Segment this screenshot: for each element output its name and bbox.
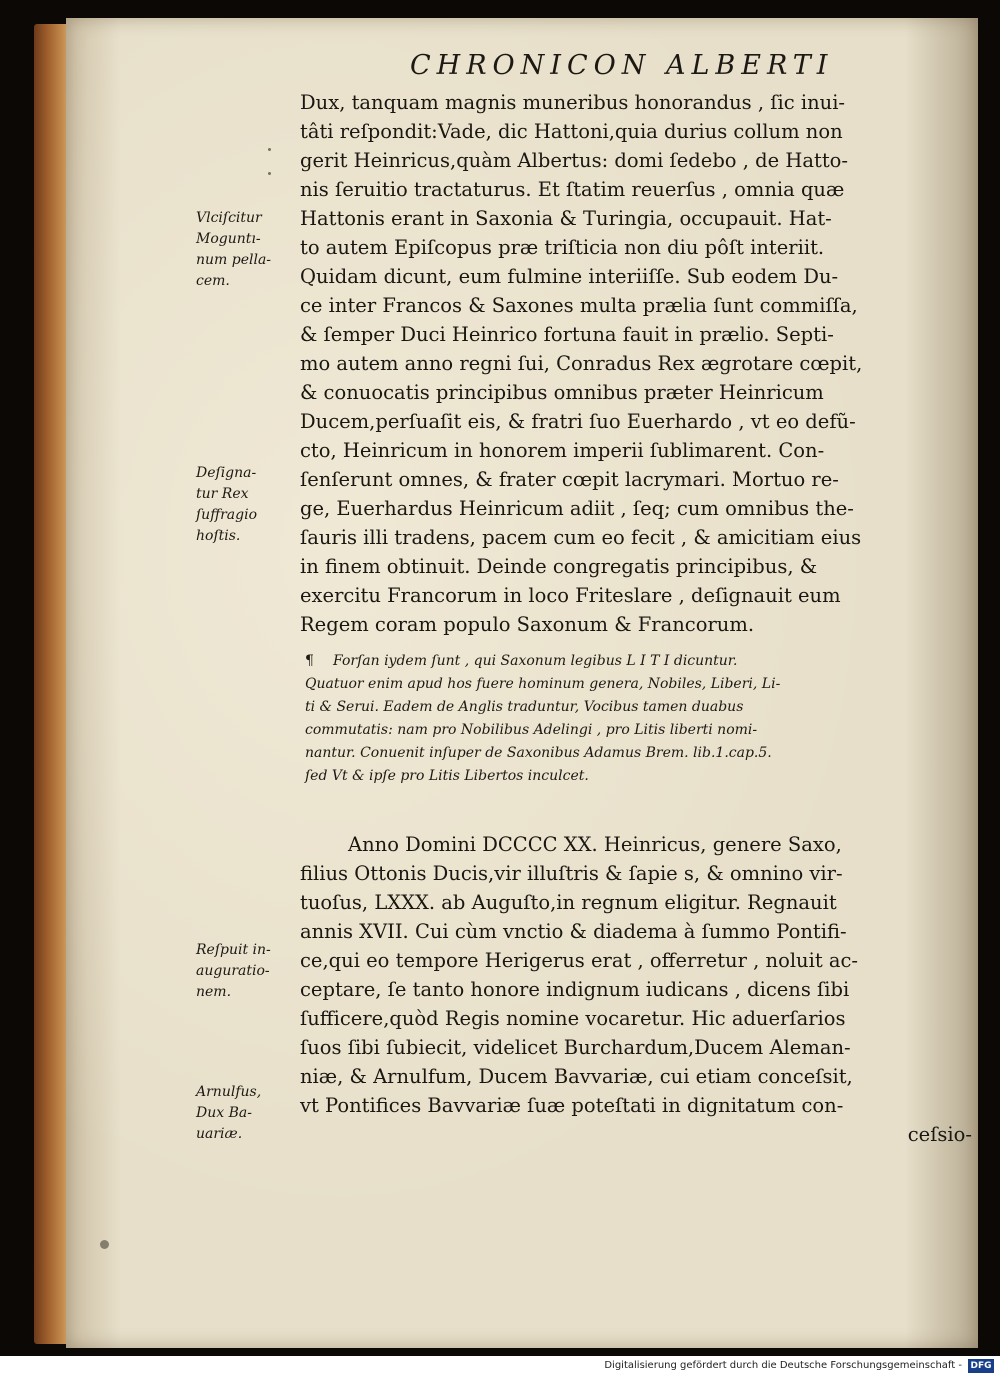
note-line: ti & Serui. Eadem de Anglis traduntur, Vocibus tamen duabus: [305, 699, 744, 715]
funding-credit: Digitalisierung gefördert durch die Deutsche Forschungsgemeinschaft -: [604, 1360, 962, 1371]
dfg-logo: DFG: [968, 1359, 994, 1373]
text-line: to autem Epiſcopus præ triſticia non diu pôſt interiit.: [300, 236, 825, 259]
text-line: cto, Heinricum in honorem imperii ſublimarent. Con-: [300, 439, 825, 462]
text-line: exercitu Francorum in loco Friteslare , deſignauit eum: [300, 584, 841, 607]
text-line: Dux, tanquam magnis muneribus honorandus , ſic inui-: [300, 91, 846, 114]
text-line: ge, Euerhardus Heinricum adiit , ſeq; cum omnibus the-: [300, 497, 854, 520]
marginal-line: hoſtis.: [196, 528, 241, 544]
marginal-line: ſuffragio: [196, 507, 258, 523]
text-line: & ſemper Duci Heinrico fortuna fauit in prælio. Septi-: [300, 323, 834, 346]
text-line: filius Ottonis Ducis,vir illuſtris & ſapie s, & omnino vir-: [300, 862, 843, 885]
note-line: commutatis: nam pro Nobilibus Adelingi , pro Litis liberti nomi-: [305, 722, 758, 738]
text-line: niæ, & Arnulfum, Ducem Bavvariæ, cui etiam conceſsit,: [300, 1065, 853, 1088]
text-line: Hattonis erant in Saxonia & Turingia, occupauit. Hat-: [300, 207, 832, 230]
text-line: ce inter Francos & Saxones multa prælia ſunt commiſſa,: [300, 294, 858, 317]
text-line: in finem obtinuit. Deinde congregatis principibus, &: [300, 555, 818, 578]
text-line: tâti reſpondit:Vade, dic Hattoni,quia durius collum non: [300, 120, 843, 143]
text-line: Ducem,perſuaſit eis, & fratri ſuo Euerhardo , vt eo defũ-: [300, 410, 856, 433]
text-line: annis XVII. Cui cùm vnctio & diadema à ſummo Pontifi-: [300, 920, 847, 943]
marginal-line: uariæ.: [196, 1126, 243, 1142]
text-line: ſuos ſibi ſubiecit, videlicet Burchardum,Ducem Aleman-: [300, 1036, 851, 1059]
marginal-line: auguratio-: [196, 963, 270, 979]
marginal-line: tur Rex: [196, 486, 249, 502]
paragraph-mark: ¶: [305, 653, 314, 669]
marginal-line: Moguntı-: [196, 231, 261, 247]
text-line: tuoſus, LXXX. ab Auguſto,in regnum eligitur. Regnauit: [300, 891, 837, 914]
text-line: ſenſerunt omnes, & frater cœpit lacrymari. Mortuo re-: [300, 468, 839, 491]
note-line: Quatuor enim apud hos fuere hominum genera, Nobiles, Liberi, Li-: [305, 676, 781, 692]
text-line: Quidam dicunt, eum fulmine interiiſſe. Sub eodem Du-: [300, 265, 839, 288]
text-line: & conuocatis principibus omnibus præter Heinricum: [300, 381, 824, 404]
catchword: ceſsio-: [907, 1123, 972, 1146]
text-line: vt Pontifices Bavvariæ ſuæ poteſtati in dignitatum con-: [300, 1094, 844, 1117]
marginal-line: nem.: [196, 984, 232, 1000]
marginal-line: Reſpuit in-: [196, 942, 271, 958]
note-line: ſed Vt & ipſe pro Litis Libertos inculcet.: [305, 768, 589, 784]
paper-speck: [268, 172, 271, 175]
marginal-line: Arnulfus,: [196, 1084, 262, 1100]
text-line: ce,qui eo tempore Herigerus erat , offerretur , noluit ac-: [300, 949, 859, 972]
paper-speck: [268, 148, 271, 151]
body-text-block-2: [300, 830, 972, 1149]
marginal-line: Deſigna-: [196, 465, 257, 481]
running-head: CHRONICON ALBERTI: [410, 50, 834, 81]
marginal-line: Dux Ba-: [196, 1105, 252, 1121]
marginal-note-1: [196, 208, 294, 292]
body-text-block-1: [300, 88, 972, 639]
text-line: Regem coram populo Saxonum & Francorum.: [300, 613, 755, 636]
marginal-note-2: [196, 463, 294, 547]
text-line: ceptare, ſe tanto honore indignum iudicans , dicens ſibi: [300, 978, 850, 1001]
annotation-note: [305, 650, 975, 788]
text-line: Anno Domini DCCCC XX. Heinricus, genere Saxo,: [348, 833, 842, 856]
text-line: mo autem anno regni ſui, Conradus Rex ægrotare cœpit,: [300, 352, 863, 375]
footer-bar: [0, 1356, 1000, 1378]
text-line: gerit Heinricus,quàm Albertus: domi ſedebo , de Hatto-: [300, 149, 848, 172]
marginal-line: num pella-: [196, 252, 272, 268]
text-line: ſauris illi tradens, pacem cum eo fecit , & amicitiam eius: [300, 526, 862, 549]
note-line: nantur. Conuenit inſuper de Saxonibus Adamus Brem. lib.1.cap.5.: [305, 745, 772, 761]
paper-speck: [100, 1240, 109, 1249]
marginal-note-3: [196, 940, 294, 1003]
marginal-line: Vlciſcitur: [196, 210, 262, 226]
marginal-note-4: [196, 1082, 294, 1145]
note-line: Forſan iydem ſunt , qui Saxonum legibus L I T I dicuntur.: [333, 653, 738, 669]
marginal-line: cem.: [196, 273, 230, 289]
text-line: nis ſeruitio tractaturus. Et ſtatim reuerſus , omnia quæ: [300, 178, 845, 201]
text-line: ſufficere,quòd Regis nomine vocaretur. Hic aduerſarios: [300, 1007, 846, 1030]
